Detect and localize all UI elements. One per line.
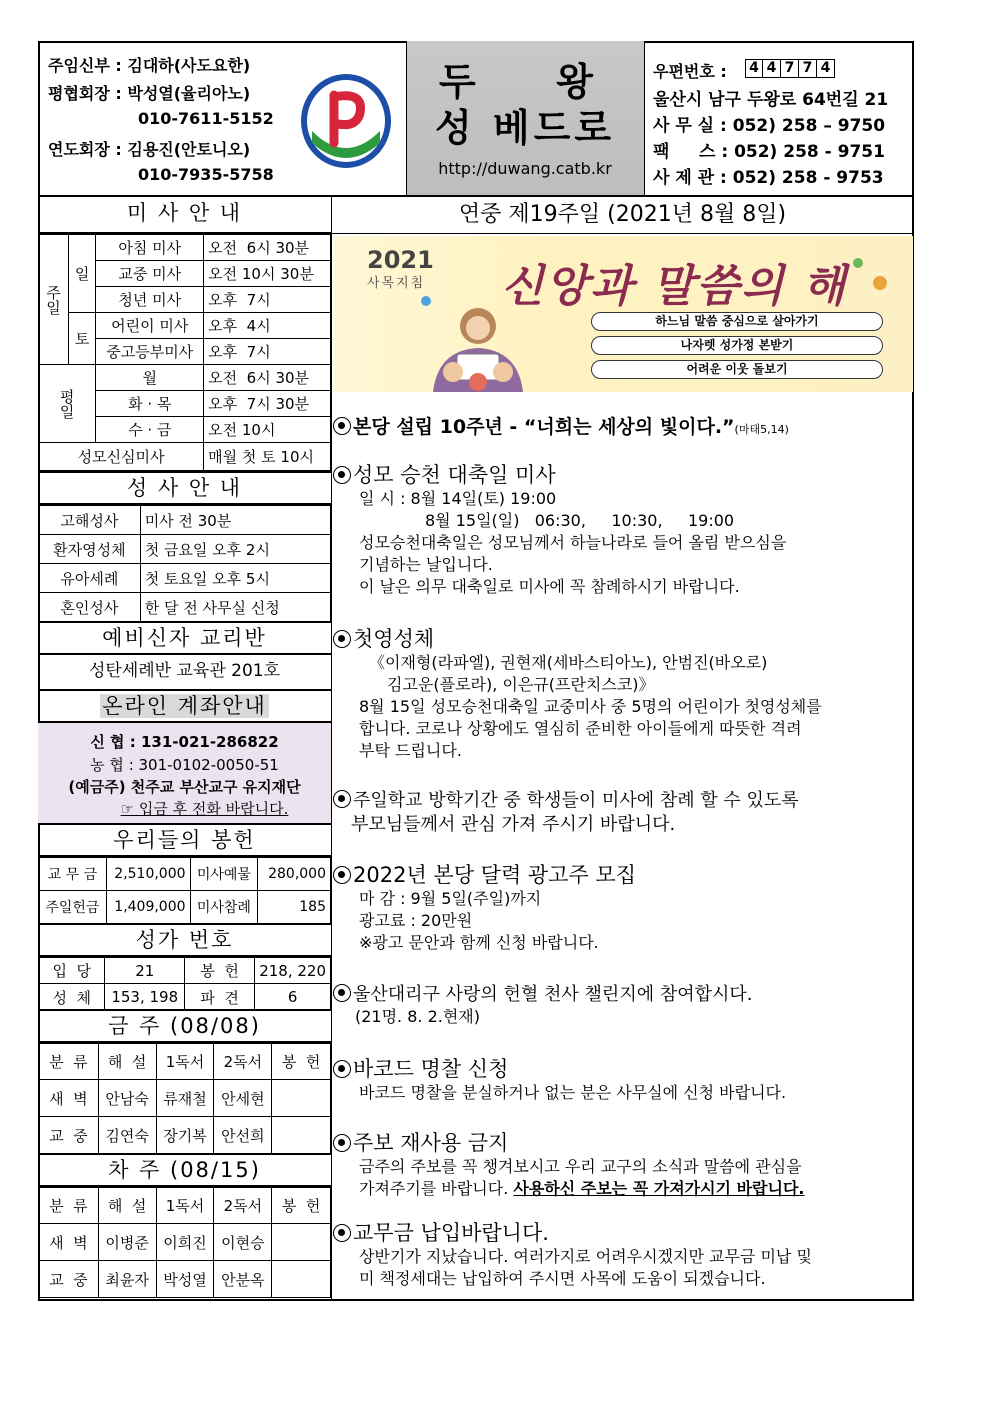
offering-label: 교 무 금: [39, 858, 107, 891]
news-line: (21명. 8. 2.현재): [355, 1007, 481, 1026]
news-title: 첫영성체: [353, 627, 435, 651]
account-shinhyup: 신 협 : 131-021-286822: [90, 733, 279, 751]
news-line: 8월 15일 성모승천대축일 교중미사 중 5명의 어린이가 첫영성체를: [359, 697, 822, 716]
catechumen-text: 성탄세례반 교육관 201호: [88, 661, 281, 681]
mass-time: 오전 6시 30분: [204, 365, 331, 391]
sacraments-section-title: 성 사 안 내: [38, 471, 331, 505]
table-row: [39, 313, 331, 339]
news-bulletin-reuse: [333, 1130, 805, 1200]
news-line: 부모님들께서 관심 가져 주시기 바랍니다.: [351, 814, 676, 835]
news-line: 미 책정세대는 납입하여 주시면 사목에 도움이 되겠습니다.: [359, 1269, 766, 1288]
youth-phone: 010-7935-5758: [138, 165, 274, 184]
news-line: 상반기가 지났습니다. 여러가지로 어려우시겠지만 교무금 미납 및: [359, 1247, 812, 1266]
table-row: [39, 958, 331, 984]
news-calendar-ads: [333, 862, 636, 954]
this-week-table: [38, 1043, 331, 1154]
decor-dot: [421, 296, 431, 306]
parish-name-line2: 성 베드로: [434, 106, 616, 150]
address: 울산시 남구 두왕로 64번길 21: [653, 90, 889, 110]
news-blood-donation: [333, 984, 752, 1028]
table-row: [39, 506, 331, 535]
pastoral-theme-banner: [333, 236, 913, 392]
table-cell: 박성열: [156, 1261, 214, 1298]
next-week-table: [38, 1187, 331, 1298]
banner-item: 어려운 이웃 돌보기: [591, 360, 883, 379]
mass-name: 청년 미사: [96, 287, 204, 313]
column-header: 2독서: [214, 1188, 272, 1224]
news-line: 부탁 드립니다.: [359, 741, 462, 760]
news-line: 8월 15일(일) 06:30, 10:30, 19:00: [425, 511, 735, 530]
bullet-icon: [333, 790, 351, 808]
news-line: 이 날은 의무 대축일로 미사에 꼭 참례하시기 바랍니다.: [359, 577, 740, 596]
news-reference: (마태5,14): [734, 423, 789, 436]
news-first-communion: [333, 626, 822, 762]
hymn-label: 파 견: [185, 984, 255, 1011]
news-line: 가져주기를 바랍니다.: [359, 1179, 514, 1198]
table-row: [39, 443, 331, 471]
table-cell: [272, 1117, 331, 1154]
column-header: 해 설: [98, 1188, 156, 1224]
council-president-line: 평협회장 : 박성열(율리아노): [48, 84, 251, 103]
offering-label: 주일헌금: [39, 891, 107, 924]
postal-digit: 4: [817, 59, 835, 78]
mass-name: 아침 미사: [96, 235, 204, 261]
news-title: 2022년 본당 달력 광고주 모집: [353, 863, 637, 887]
offering-table: [38, 857, 331, 924]
sacrament-desc: 첫 금요일 오후 2시: [140, 535, 330, 564]
bullet-icon: [333, 466, 351, 484]
table-cell: 최윤자: [98, 1261, 156, 1298]
table-cell: 안선희: [214, 1117, 272, 1154]
table-row: [39, 1044, 331, 1080]
parish-logo-icon: [300, 73, 392, 173]
sacrament-name: 고해성사: [39, 506, 141, 535]
header-title-block: [406, 41, 645, 196]
postal-code: [745, 59, 835, 78]
online-section-title: [38, 689, 331, 723]
hymns-table: [38, 957, 331, 1011]
table-row: [39, 535, 331, 564]
table-cell: 교 중: [39, 1261, 99, 1298]
online-account-box: [38, 723, 331, 823]
sacrament-desc: 한 달 전 사무실 신청: [140, 593, 330, 622]
day-il: 일: [69, 235, 96, 313]
banner-subtitle: 사목지침: [367, 276, 426, 291]
table-row: [39, 1224, 331, 1261]
banner-item: 나자렛 성가정 본받기: [591, 336, 883, 355]
table-row: [39, 235, 331, 261]
account-holder: (예금주) 천주교 부산교구 유지재단: [68, 778, 301, 796]
news-line: 금주의 주보를 꼭 챙겨보시고 우리 교구의 소식과 말씀에 관심을: [359, 1157, 802, 1176]
marian-mass-time: 매월 첫 토 10시: [204, 443, 331, 471]
fax-number: 팩 스 : 052) 258 - 9751: [653, 142, 885, 162]
bullet-icon: [333, 417, 351, 435]
table-cell: [272, 1261, 331, 1298]
mass-name: 월: [96, 365, 204, 391]
news-line: 《이재형(라파엘), 권현재(세바스티아노), 안범진(바오로): [369, 653, 768, 672]
bullet-icon: [333, 630, 351, 648]
news-line: 바코드 명찰을 분실하거나 없는 분은 사무실에 신청 바랍니다.: [359, 1083, 787, 1102]
table-cell: 새 벽: [39, 1080, 99, 1117]
table-row: [39, 593, 331, 622]
bullet-icon: [333, 984, 351, 1002]
office-phone: 사 무 실 : 052) 258 – 9750: [653, 116, 886, 136]
postal-digit: 4: [745, 59, 763, 78]
hymn-label: 성 체: [39, 984, 105, 1011]
mass-time: 오후 7시: [204, 287, 331, 313]
youth-president-line: 연도회장 : 김용진(안토니오): [48, 140, 251, 159]
this-week-section-title: 금 주 (08/08): [38, 1009, 331, 1043]
mass-time: 오후 7시 30분: [204, 391, 331, 417]
decor-dot: [873, 276, 887, 290]
table-row: [39, 365, 331, 391]
rectory-phone: 사 제 관 : 052) 258 - 9753: [653, 168, 884, 188]
offering-section-title: 우리들의 봉헌: [38, 823, 331, 857]
postal-digit: 7: [799, 59, 817, 78]
bullet-icon: [333, 1224, 351, 1242]
table-row: [39, 858, 331, 891]
table-cell: 안남숙: [98, 1080, 156, 1117]
sacrament-desc: 첫 토요일 오후 5시: [140, 564, 330, 593]
news-sunday-school: [333, 790, 799, 836]
hymn-label: 입 당: [39, 958, 105, 984]
parish-name-line1: 두 왕: [439, 60, 611, 104]
day-to: 토: [69, 313, 96, 365]
mass-time: 오전 10시: [204, 417, 331, 443]
table-cell: 이현승: [214, 1224, 272, 1261]
header-address-block: [645, 41, 914, 196]
table-row: [39, 891, 331, 924]
hymns-section-title: 성가 번호: [38, 923, 331, 957]
column-header: 해 설: [98, 1044, 156, 1080]
column-header: 봉 헌: [272, 1044, 331, 1080]
table-cell: 교 중: [39, 1117, 99, 1154]
mass-table: [38, 234, 331, 471]
week-title: 연중 제19주일 (2021년 8월 8일): [331, 196, 914, 234]
postal-label: 우편번호 :: [653, 62, 727, 81]
table-cell: 장기복: [156, 1117, 214, 1154]
hymn-number: 153, 198: [105, 984, 185, 1011]
mass-time: 오전 10시 30분: [204, 261, 331, 287]
account-note: ☞ 입금 후 전화 바랍니다.: [120, 800, 289, 818]
offering-label: 미사참례: [190, 891, 258, 924]
catechumen-section-title: 예비신자 교리반: [38, 621, 331, 655]
mass-time: 오후 7시: [204, 339, 331, 365]
news-line: 성모승천대축일은 성모님께서 하늘나라로 들어 올림 받으심을: [359, 533, 787, 552]
news-line: ※광고 문안과 함께 신청 바랍니다.: [359, 933, 599, 952]
news-line: 합니다. 코로나 상황에도 열심히 준비한 아이들에게 따뜻한 격려: [359, 719, 802, 738]
table-row: [39, 1117, 331, 1154]
hymn-number: 218, 220: [255, 958, 331, 984]
mass-name: 교중 미사: [96, 261, 204, 287]
news-title: 바코드 명찰 신청: [353, 1057, 509, 1081]
table-row: [39, 1188, 331, 1224]
column-header: 2독서: [214, 1044, 272, 1080]
sunday-label: 주일: [39, 235, 69, 365]
news-assumption: [333, 462, 786, 598]
news-title: 교무금 납입바랍니다.: [353, 1221, 549, 1245]
offering-label: 미사예물: [190, 858, 258, 891]
marian-mass-name: 성모신심미사: [39, 443, 204, 471]
mass-time: 오후 4시: [204, 313, 331, 339]
table-cell: 이희진: [156, 1224, 214, 1261]
news-line: 주일학교 방학기간 중 학생들이 미사에 참례 할 수 있도록: [353, 790, 799, 811]
bullet-icon: [333, 1060, 351, 1078]
table-cell: 이병준: [98, 1224, 156, 1261]
mass-section-title: 미 사 안 내: [38, 196, 331, 234]
banner-year: 2021: [367, 246, 434, 274]
news-emphasis: 사용하신 주보는 꼭 가져가시기 바랍니다.: [513, 1179, 805, 1198]
news-barcode: [333, 1056, 786, 1104]
mass-time: 오전 6시 30분: [204, 235, 331, 261]
news-line-mixed: [333, 1178, 805, 1200]
news-line: 울산대리구 사랑의 헌혈 천사 챌린지에 참여합시다.: [353, 984, 753, 1005]
table-cell: [272, 1224, 331, 1261]
bullet-icon: [333, 866, 351, 884]
sacraments-table: [38, 505, 331, 622]
mass-name: 어린이 미사: [96, 313, 204, 339]
banner-slogan: 신앙과 말씀의 해: [501, 261, 848, 312]
parish-url[interactable]: http://duwang.catb.kr: [438, 159, 612, 178]
mass-name: 중고등부미사: [96, 339, 204, 365]
hymn-number: 6: [255, 984, 331, 1011]
offering-value: 280,000: [258, 858, 331, 891]
hymn-label: 봉 헌: [185, 958, 255, 984]
offering-value: 2,510,000: [106, 858, 190, 891]
bullet-icon: [333, 1134, 351, 1152]
hymn-number: 21: [105, 958, 185, 984]
online-title-text: 온라인 계좌안내: [102, 694, 267, 718]
news-title: 본당 설립 10주년 - “너희는 세상의 빛이다.”: [353, 416, 735, 438]
table-cell: 안분옥: [214, 1261, 272, 1298]
news-line: 기념하는 날입니다.: [359, 555, 493, 574]
decor-dot: [853, 258, 863, 268]
table-row: [39, 564, 331, 593]
column-header: 분 류: [39, 1188, 99, 1224]
holy-family-icon: [413, 298, 543, 392]
table-row: [39, 1261, 331, 1298]
table-row: [39, 984, 331, 1011]
pastor-line: 주임신부 : 김대하(사도요한): [48, 56, 251, 75]
offering-value: 185: [258, 891, 331, 924]
sacrament-name: 유아세례: [39, 564, 141, 593]
banner-item: 하느님 말씀 중심으로 살아가기: [591, 312, 883, 331]
account-nonghyup: 농 협 : 301-0102-0050-51: [90, 756, 279, 774]
postal-digit: 4: [763, 59, 781, 78]
column-header: 분 류: [39, 1044, 99, 1080]
postal-digit: 7: [781, 59, 799, 78]
column-header: 봉 헌: [272, 1188, 331, 1224]
mass-name: 화 · 목: [96, 391, 204, 417]
sacrament-desc: 미사 전 30분: [140, 506, 330, 535]
next-week-section-title: 차 주 (08/15): [38, 1153, 331, 1187]
news-line: 김고운(플로라), 이은규(프란치스코)》: [387, 675, 655, 694]
table-cell: [272, 1080, 331, 1117]
council-phone: 010-7611-5152: [138, 109, 274, 128]
sacrament-name: 환자영성체: [39, 535, 141, 564]
sacrament-name: 혼인성사: [39, 593, 141, 622]
header-contacts: [38, 41, 406, 196]
column-header: 1독서: [156, 1188, 214, 1224]
table-cell: 새 벽: [39, 1224, 99, 1261]
table-cell: 안세현: [214, 1080, 272, 1117]
offering-value: 1,409,000: [106, 891, 190, 924]
news-dues: [333, 1220, 812, 1290]
table-cell: 류재철: [156, 1080, 214, 1117]
mass-name: 수 · 금: [96, 417, 204, 443]
table-cell: 김연숙: [98, 1117, 156, 1154]
news-line: 광고료 : 20만원: [359, 911, 473, 930]
table-row: [39, 1080, 331, 1117]
news-title: 주보 재사용 금지: [353, 1131, 509, 1155]
column-header: 1독서: [156, 1044, 214, 1080]
news-line: 마 감 : 9월 5일(주일)까지: [359, 889, 542, 908]
news-line: 일 시 : 8월 14일(토) 19:00: [359, 489, 557, 508]
weekday-label: 평일: [39, 365, 96, 443]
news-anniversary: [333, 416, 789, 441]
news-title: 성모 승천 대축일 미사: [353, 463, 556, 487]
